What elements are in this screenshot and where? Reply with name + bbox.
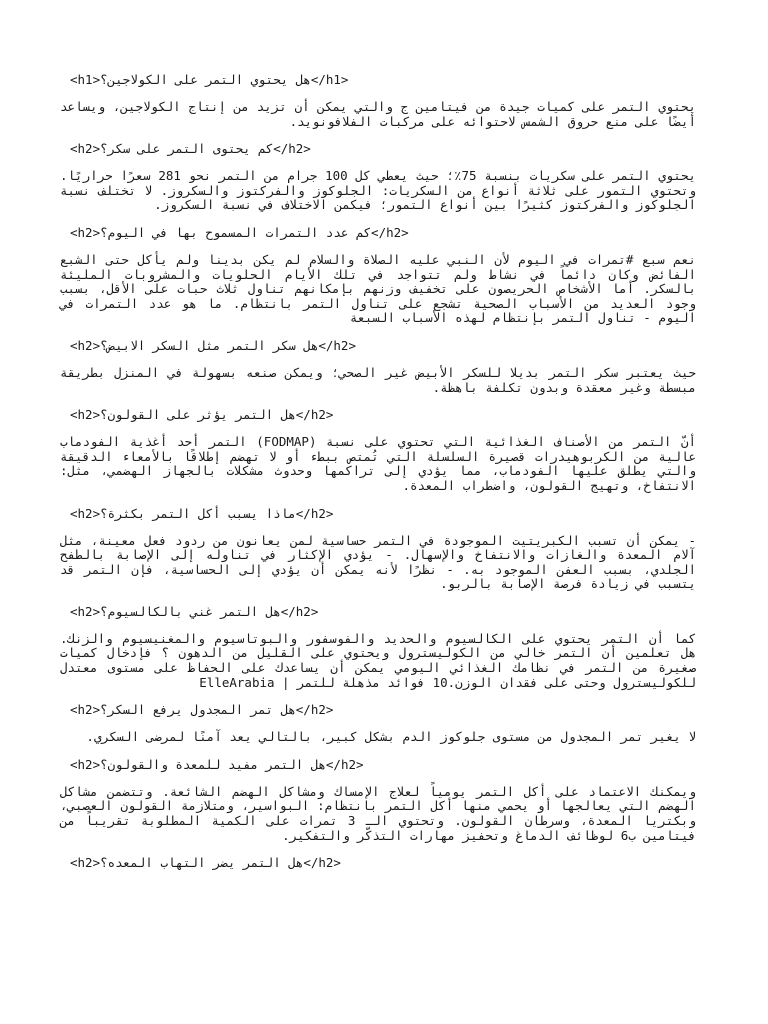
paragraph-stomach-colon: ويمكنك الاعتماد على أكل التمر يومياً لعلاج الإمساك ومشاكل الهضم الشائعة. وتتضمن مشاكل الهضم التي يعالجها أو يحمي منها أكل التمر بانتظام: البواسير، ومتلازمة القولون العصبي، وبكتريا المعدة، وسرطان القولون. وتحتوي الـ 3 تمرات على الكمية المطلوبة تقريباً من فيتامين ب6 لوظائف الدماغ وتحفيز مهارات التذكّر والتفكير.	[52, 783, 696, 843]
heading-gastritis: <h2>هل التمر يضر التهاب المعده؟</h2>	[70, 855, 341, 871]
paragraph-date-sugar: حيث يعتبر سكر التمر بديلا للسكر الأبيض غير الصحي؛ ويمكن صنعه بسهولة في المنزل بطريقة مبسطة وغير معقدة وبدون تكلفة باهظة.	[52, 364, 696, 395]
paragraph-dates-per-day: نعم سبع #تمرات في اليوم لأن النبي عليه الصلاة والسلام لم يكن بدينا ولم يأكل حتى الشبع الفائض وكان دائماً في نشاط ولم تتواجد في تلك الأيام الحلويات والمشروبات المليئة بالسكر. أما الأشخاص الحريصون على تخفيف وزنهم بإمكانهم تناول ثلاث حبات على الأقل، بسبب وجود العديد من الأسباب الصحية تشجع على تناول التمر بانتظام. ما هو عدد التمرات في اليوم - تناول التمر بإنتظام لهذه الأسباب السبعة	[52, 251, 696, 326]
paragraph-collagen: يحتوي التمر على كميات جيدة من فيتامين ج والتي يمكن أن تزيد من إنتاج الكولاجين، ويساعد أيضًا على منع حروق الشمس لاحتوائه على مركبات الفلافونويد.	[52, 99, 696, 129]
heading-dates-per-day: <h2>كم عدد التمرات المسموح بها في اليوم؟</h2>	[70, 224, 409, 240]
heading-stomach-colon: <h2>هل التمر مفيد للمعدة والقولون؟</h2>	[70, 756, 364, 772]
heading-excess-eating: <h2>ماذا يسبب أكل التمر بكثرة؟</h2>	[70, 505, 334, 521]
heading-calcium: <h2>هل التمر غني بالكالسيوم؟</h2>	[70, 603, 319, 619]
heading-date-sugar: <h2>هل سكر التمر مثل السكر الابيض؟</h2>	[70, 337, 356, 353]
heading-medjool-sugar: <h2>هل تمر المجدول يرفع السكر؟</h2>	[70, 702, 334, 718]
heading-colon-effect: <h2>هل التمر يؤثر على القولون؟</h2>	[70, 407, 334, 423]
paragraph-excess-eating: - يمكن أن تسبب الكبريتيت الموجودة في التمر حساسية لمن يعانون من ردود فعل معينة، مثل آلام المعدة والغازات والانتفاخ والإسهال. - يؤدي الإكثار في تناوله إلى الإصابة بالطفح الجلدي، بسبب العفن الموجود به. - نظرًا لأنه يمكن أن يؤدي إلى الحساسية، فإن التمر قد يتسبب في زيادة فرصة الإصابة بالربو.	[52, 532, 696, 592]
paragraph-calcium: كما أن التمر يحتوي على الكالسيوم والحديد والفوسفور والبوتاسيوم والمغنيسيوم والزنك. هل تعلمين أن التمر خالي من الكوليسترول ويحتوي على القليل من الدهون ؟ فإدخال كميات صغيرة من التمر في نظامك الغذائي اليومي يمكن أن يساعدك على الحفاظ على مستوى معتدل للكوليسترول وحتى على فقدان الوزن.10 فوائد مذهلة للتمر | ElleArabia	[52, 630, 696, 690]
paragraph-colon-effect: أنّ التمر من الأصناف الغذائية التي تحتوي على نسبة (FODMAP) التمر أحد أغذية الفودماب عالية من الكربوهيدرات قصيرة السلسلة التي تُمتص ببطء أو لا تهضم إطلاقًا بالأمعاء الدقيقة والتي يطلق عليها الفودماب، مما يؤدي إلى تراكمها وحدوث مشكلات بالجهاز الهضمي، مثل: الانتفاخ، وتهيج القولون، واضطراب المعدة.	[52, 434, 696, 493]
paragraph-medjool-sugar: لا يغير تمر المجدول من مستوى جلوكوز الدم بشكل كبير، بالتالي يعد آمنًا لمرضى السكري.	[86, 729, 696, 745]
paragraph-sugar-content: يحتوي التمر على سكريات بنسبة 75٪؛ حيث يعطي كل 100 جرام من التمر نحو 281 سعرًا حراريًا. وتحتوي التمور على ثلاثة أنواع من السكريات: الجلوكوز والفركتوز والسكروز. لا تختلف نسبة الجلوكوز والفركتوز كثيرًا بين أنواع التمور؛ فيكمن الاختلاف في نسبة السكروز.	[52, 168, 696, 213]
document-page	[52, 60, 696, 883]
heading-collagen: <h1>هل يحتوي التمر على الكولاجين؟</h1>	[70, 72, 349, 87]
heading-sugar-content: <h2>كم يحتوى التمر على سكر؟</h2>	[70, 141, 311, 157]
